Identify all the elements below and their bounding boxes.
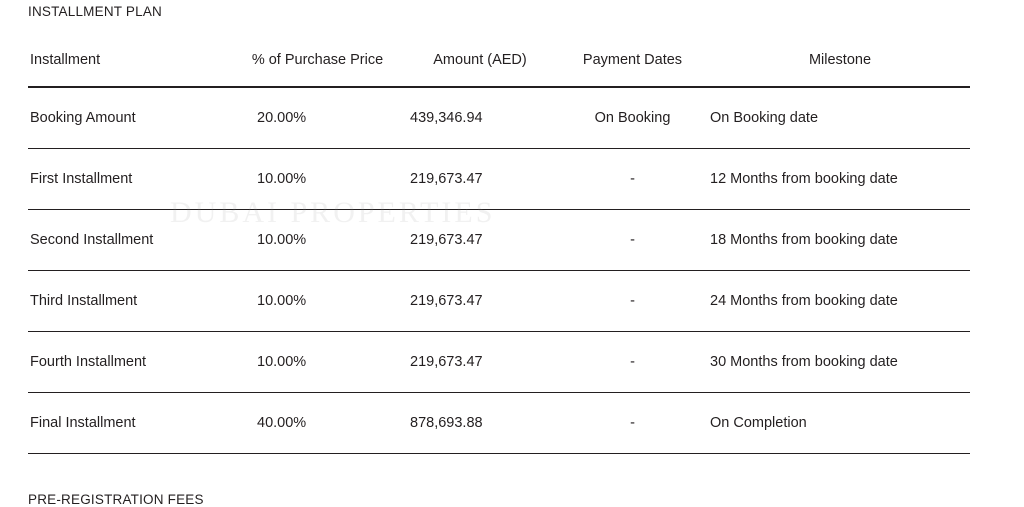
- cell-payment-date: On Booking: [594, 110, 671, 126]
- next-section-title: PRE-REGISTRATION FEES: [28, 492, 204, 507]
- cell-percent: 10.00%: [257, 171, 307, 187]
- column-header-amount: Amount (AED): [433, 52, 527, 68]
- table-row: [28, 210, 970, 271]
- table-row: [28, 271, 970, 332]
- column-header-percent: % of Purchase Price: [251, 52, 384, 68]
- cell-payment-date: -: [630, 232, 635, 248]
- cell-percent: 40.00%: [257, 415, 307, 431]
- cell-percent: 10.00%: [257, 232, 307, 248]
- cell-payment-date: -: [630, 171, 635, 187]
- cell-payment-date: -: [630, 293, 635, 309]
- table-header: [28, 52, 970, 87]
- cell-percent: 10.00%: [257, 354, 307, 370]
- cell-amount: 219,673.47: [410, 354, 483, 370]
- cell-amount: 219,673.47: [410, 171, 483, 187]
- cell-installment: Second Installment: [30, 232, 154, 248]
- cell-milestone: 24 Months from booking date: [710, 293, 898, 309]
- cell-installment: Fourth Installment: [30, 354, 147, 370]
- cell-percent: 10.00%: [257, 293, 307, 309]
- page-title: INSTALLMENT PLAN: [28, 4, 162, 19]
- cell-milestone: On Completion: [710, 415, 807, 431]
- cell-payment-date: -: [630, 415, 635, 431]
- column-header-payment-dates: Payment Dates: [582, 52, 683, 68]
- cell-milestone: 30 Months from booking date: [710, 354, 898, 370]
- watermark: DUBAI PROPERTIES: [170, 196, 496, 229]
- column-header-installment: Installment: [30, 52, 101, 68]
- cell-amount: 878,693.88: [410, 415, 483, 431]
- cell-installment: Third Installment: [30, 293, 138, 309]
- cell-installment: Booking Amount: [30, 110, 136, 126]
- cell-payment-date: -: [630, 354, 635, 370]
- cell-amount: 219,673.47: [410, 232, 483, 248]
- cell-installment: Final Installment: [30, 415, 136, 431]
- table-body: [28, 87, 970, 454]
- cell-percent: 20.00%: [257, 110, 307, 126]
- table-row: [28, 87, 970, 149]
- cell-amount: 439,346.94: [410, 110, 483, 126]
- table-row: [28, 393, 970, 454]
- installment-plan-table: [28, 52, 970, 454]
- table-row: [28, 332, 970, 393]
- cell-milestone: On Booking date: [710, 110, 819, 126]
- cell-milestone: 12 Months from booking date: [710, 171, 898, 187]
- cell-milestone: 18 Months from booking date: [710, 232, 898, 248]
- cell-installment: First Installment: [30, 171, 133, 187]
- cell-amount: 219,673.47: [410, 293, 483, 309]
- table-row: [28, 149, 970, 210]
- table-header-row: [28, 52, 970, 87]
- column-header-milestone: Milestone: [808, 52, 872, 68]
